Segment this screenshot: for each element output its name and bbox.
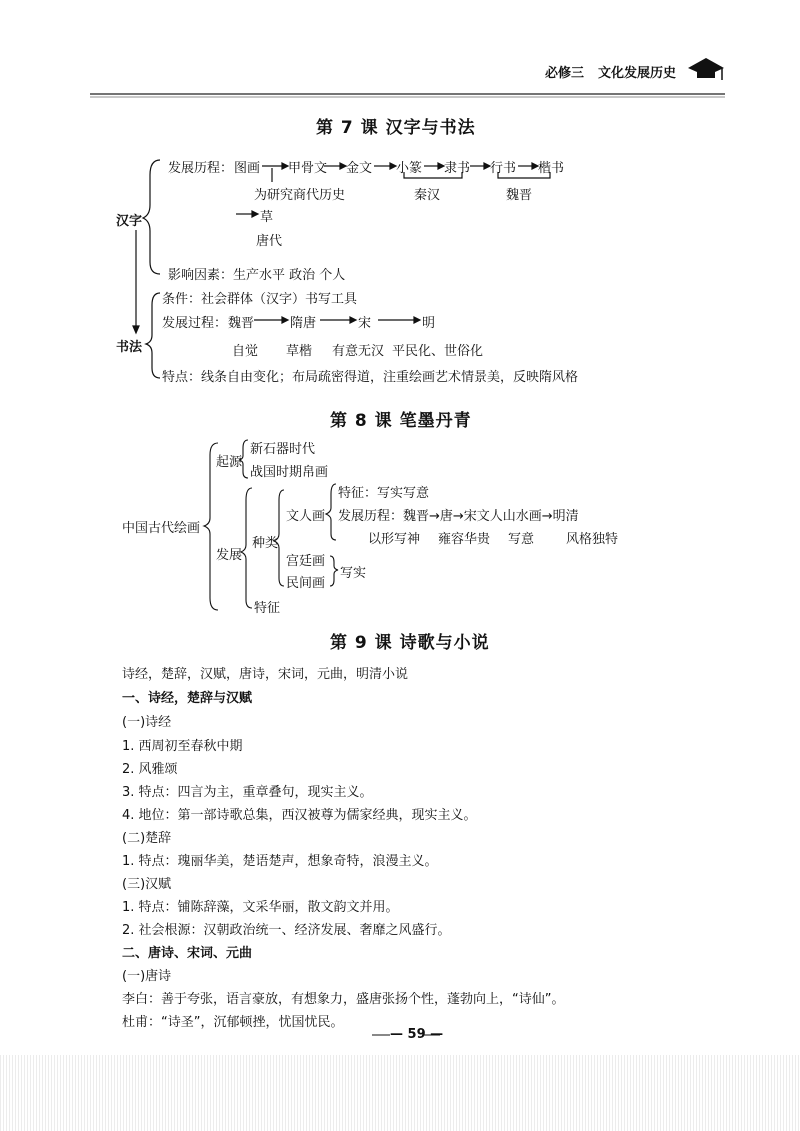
features: 特点：线条自由变化；布局疏密得道，注重绘画艺术情景美，反映隋风格 [162, 370, 579, 385]
conditions: 条件：社会群体（汉字）书写工具 [162, 292, 358, 307]
origin-label: 起源 [216, 455, 243, 470]
oracle-note: 为研究商代历史 [254, 188, 346, 203]
text-line: (三)汉赋 [122, 877, 172, 892]
shufa-label: 书法 [116, 340, 143, 355]
text-line: (二)楚辞 [122, 831, 172, 846]
feature-label: 特征 [254, 601, 281, 616]
literati-note-0: 以形写神 [368, 532, 421, 547]
process-3: 明 [422, 316, 436, 331]
development-label: 发展 [216, 548, 243, 563]
lesson8-title: 第 8 课 笔墨丹青 [330, 411, 472, 431]
stage-1: 甲骨文 [288, 161, 328, 176]
text-line: 杜甫：“诗圣”，沉郁顿挫，忧国忧民。 [122, 1015, 344, 1030]
text-line: 1. 特点：铺陈辞藻，文采华丽，散文韵文并用。 [122, 900, 399, 915]
stage-6: 楷书 [538, 161, 565, 176]
literati-process: 发展历程：魏晋→唐→宋文人山水画→明清 [338, 509, 579, 524]
types-label: 种类 [252, 536, 279, 551]
process-note-1: 草楷 [286, 344, 313, 359]
process-note-0: 自觉 [232, 344, 259, 359]
literati-feature: 特征：写实写意 [338, 486, 430, 501]
stage-3: 小篆 [396, 161, 423, 176]
influence: 影响因素：生产水平 政治 个人 [168, 268, 346, 283]
process-note-2: 有意无汉 [332, 344, 385, 359]
page-number: — 59 — [390, 1027, 444, 1042]
text-line: (一)唐诗 [122, 969, 172, 984]
origin-item-0: 新石器时代 [250, 442, 316, 457]
process-note-3: 平民化、世俗化 [392, 344, 484, 359]
literati-note-1: 雍容华贵 [438, 532, 491, 547]
literati-note-3: 风格独特 [566, 532, 619, 547]
process-label: 发展过程： [162, 316, 228, 331]
text-line: 1. 西周初至春秋中期 [122, 739, 243, 754]
court-painting: 宫廷画 [286, 554, 326, 569]
origin-item-1: 战国时期帛画 [250, 465, 329, 480]
literati-label: 文人画 [286, 509, 326, 524]
lesson9-title: 第 9 课 诗歌与小说 [330, 633, 490, 653]
text-line: 3. 特点：四言为主，重章叠句，现实主义。 [122, 785, 373, 800]
lesson7-title: 第 7 课 汉字与书法 [316, 118, 476, 138]
section-heading: 二、唐诗、宋词、元曲 [122, 946, 253, 961]
process-1: 隋唐 [290, 316, 317, 331]
literati-note-2: 写意 [508, 532, 535, 547]
text-line: 2. 风雅颂 [122, 762, 178, 777]
text-line: (一)诗经 [122, 715, 172, 730]
text-line: 4. 地位：第一部诗歌总集，西汉被尊为儒家经典，现实主义。 [122, 808, 477, 823]
header-book: 必修三 [545, 66, 585, 81]
folk-painting: 民间画 [286, 576, 326, 591]
hanzi-label: 汉字 [116, 214, 143, 229]
section-heading: 一、诗经，楚辞与汉赋 [122, 691, 253, 706]
process-2: 宋 [358, 316, 372, 331]
qinhan: 秦汉 [414, 188, 441, 203]
stage-2: 金文 [346, 161, 373, 176]
text-line: 1. 特点：瑰丽华美，楚语楚声，想象奇特，浪漫主义。 [122, 854, 438, 869]
process-0: 魏晋 [228, 316, 255, 331]
graduation-cap-icon [688, 58, 724, 80]
stage-5: 行书 [490, 161, 517, 176]
scan-noise [0, 1055, 800, 1131]
painting-root: 中国古代绘画 [122, 521, 201, 536]
stage-0: 图画 [234, 161, 261, 176]
caocao: 草 [260, 210, 274, 225]
stage-4: 隶书 [444, 161, 471, 176]
realism: 写实 [340, 566, 367, 581]
text-line: 李白：善于夸张，语言豪放，有想象力，盛唐张扬个性，蓬勃向上，“诗仙”。 [122, 992, 565, 1007]
text-line: 2. 社会根源：汉朝政治统一、经济发展、奢靡之风盛行。 [122, 923, 451, 938]
dev-label: 发展历程： [168, 161, 234, 176]
tangdai: 唐代 [256, 234, 283, 249]
weijin: 魏晋 [506, 188, 533, 203]
text-line: 诗经，楚辞，汉赋，唐诗，宋词，元曲，明清小说 [122, 667, 409, 682]
header-subject: 文化发展历史 [598, 66, 677, 81]
